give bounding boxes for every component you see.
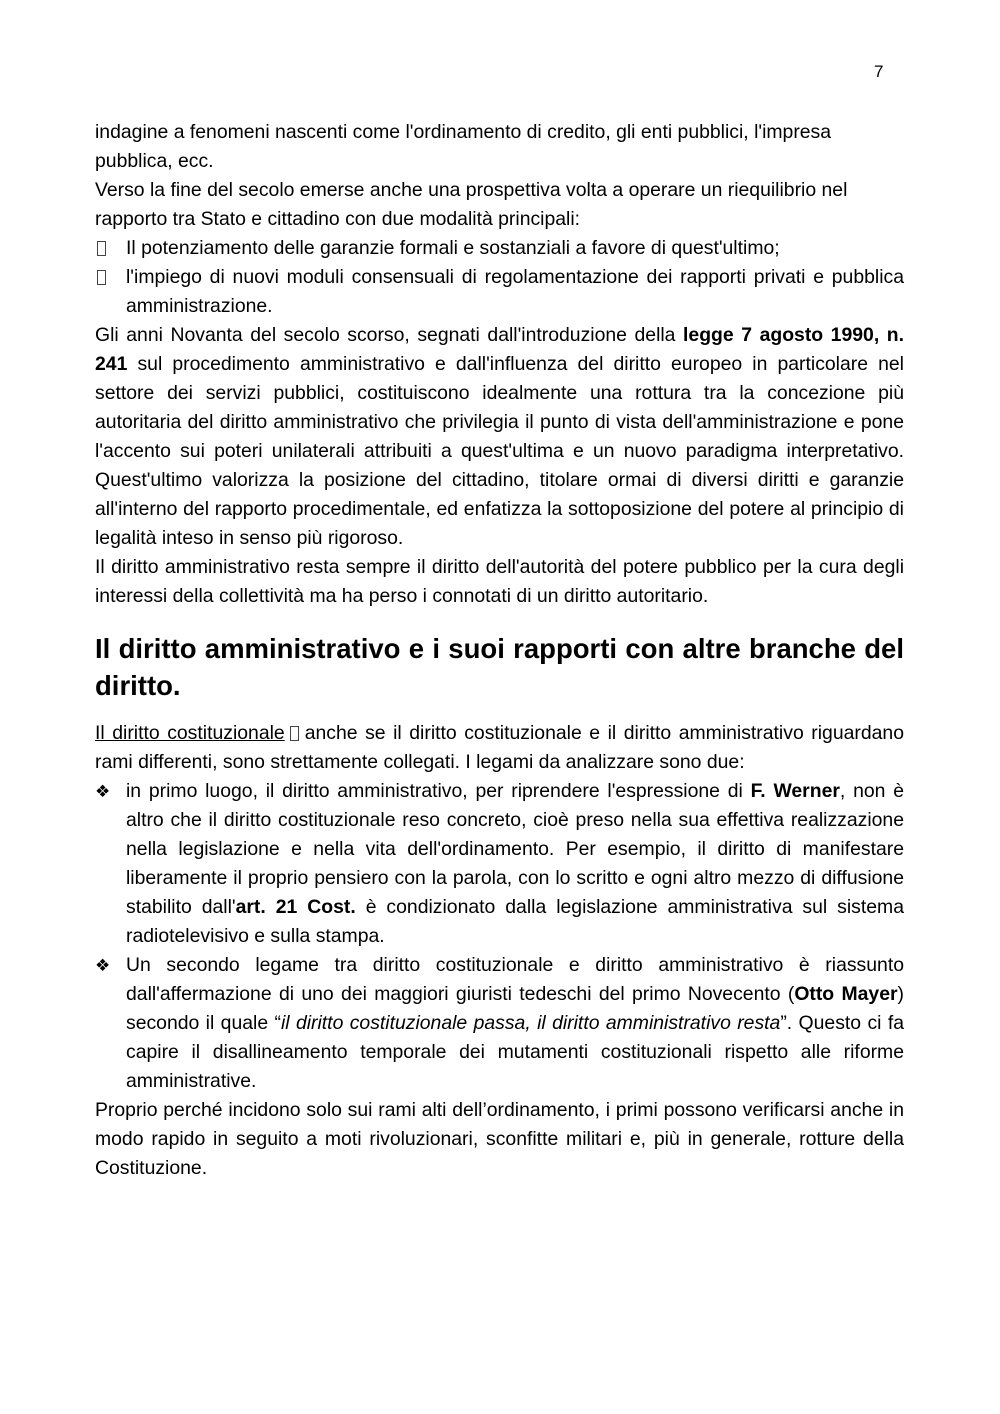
box-bullet-icon	[95, 263, 117, 292]
list-item	[95, 234, 904, 263]
paragraph-1: indagine a fenomeni nascenti come l'ordinamento di credito, gli enti pubblici, l'impresa pubblica, ecc.	[95, 121, 832, 172]
paragraph-3-text-b: sul procedimento amministrativo e dall'influenza del diritto europeo in particolare nel settore dei servizi pubblici, costituiscono idealmente una rottura tra la concezione più autoritaria del diritto amministrativo che privilegia il punto di vista dell'amministrazione e pone l'accento sui poteri unilaterali attribuiti a quest'ultima e un nuovo paradigma interpretativo. Quest'ultimo valorizza la posizione del cittadino, titolare ormai di diversi diritti e garanzie all'interno del rapporto procedimentale, ed enfatizza la sottoposizione del potere al principio di legalità inteso in senso più rigoroso.	[95, 353, 904, 549]
page-content	[95, 118, 904, 1183]
diamond-bullet-icon: ❖	[95, 782, 111, 801]
list-item-text-a: Un secondo legame tra diritto costituzionale e diritto amministrativo è riassunto dall'affermazione di uno dei maggiori giuristi tedeschi del primo Novecento (	[126, 954, 904, 1005]
paragraph-3	[95, 321, 904, 553]
quote-mayer: il diritto costituzionale passa, il diritto amministrativo resta	[280, 1012, 781, 1034]
list-item	[95, 777, 904, 951]
paragraph-5-text: anche se il diritto costituzionale e il diritto amministrativo riguardano rami differenti, sono strettamente collegati. I legami da analizzare sono due:	[95, 722, 904, 773]
list-item-text-c: ”. Questo ci fa capire il disallineamento temporale dei mutamenti costituzionali rispetto alle riforme amministrative.	[126, 1012, 904, 1092]
list-item-text-a: in primo luogo, il diritto amministrativo, per riprendere l'espressione di	[126, 780, 751, 802]
page-number: 7	[874, 62, 884, 81]
list-item	[95, 263, 904, 321]
law-reference: legge 7 agosto 1990, n. 241	[95, 324, 904, 375]
term-diritto-costituzionale: Il diritto costituzionale	[95, 722, 285, 744]
paragraph-4: Il diritto amministrativo resta sempre il diritto dell'autorità del potere pubblico per la cura degli interessi della collettività ma ha perso i connotati di un diritto autoritario.	[95, 556, 904, 607]
arrow-placeholder-icon	[290, 726, 299, 741]
paragraph-6: Proprio perché incidono solo sui rami alti dell’ordinamento, i primi possono verificarsi anche in modo rapido in seguito a moti rivoluzionari, sconfitte militari e, più in generale, rotture della Costituzione.	[95, 1099, 904, 1179]
paragraph-5	[95, 719, 904, 777]
list-item-text-c: è condizionato dalla legislazione amministrativa sul sistema radiotelevisivo e sulla stampa.	[126, 896, 904, 947]
list-item-text: Il potenziamento delle garanzie formali e sostanziali a favore di quest'ultimo;	[126, 237, 780, 259]
article-reference: art. 21 Cost.	[235, 896, 356, 918]
paragraph-2: Verso la fine del secolo emerse anche una prospettiva volta a operare un riequilibrio nel rapporto tra Stato e cittadino con due modalità principali:	[95, 179, 848, 230]
paragraph-3-text-a: Gli anni Novanta del secolo scorso, segnati dall'introduzione della	[95, 324, 684, 346]
name-werner: F. Werner	[750, 780, 840, 802]
list-links	[95, 777, 904, 1096]
list-item-text: l'impiego di nuovi moduli consensuali di regolamentazione dei rapporti privati e pubblica amministrazione.	[126, 266, 904, 317]
list-item	[95, 951, 904, 1096]
box-bullet-icon	[95, 234, 117, 263]
list-item-text-b: ) secondo il quale “	[126, 983, 904, 1034]
name-mayer: Otto Mayer	[794, 983, 898, 1005]
diamond-bullet-icon: ❖	[95, 956, 111, 975]
section-heading: Il diritto amministrativo e i suoi rapporti con altre branche del diritto.	[95, 633, 904, 701]
list-item-text-b: , non è altro che il diritto costituzionale reso concreto, cioè preso nella sua effettiva realizzazione nella legislazione e nella vita dell'ordinamento. Per esempio, il diritto di manifestare liberamente il proprio pensiero con la parola, con lo scritto e ogni altro mezzo di diffusione stabilito dall'	[126, 780, 904, 918]
list-modalities	[95, 234, 904, 321]
